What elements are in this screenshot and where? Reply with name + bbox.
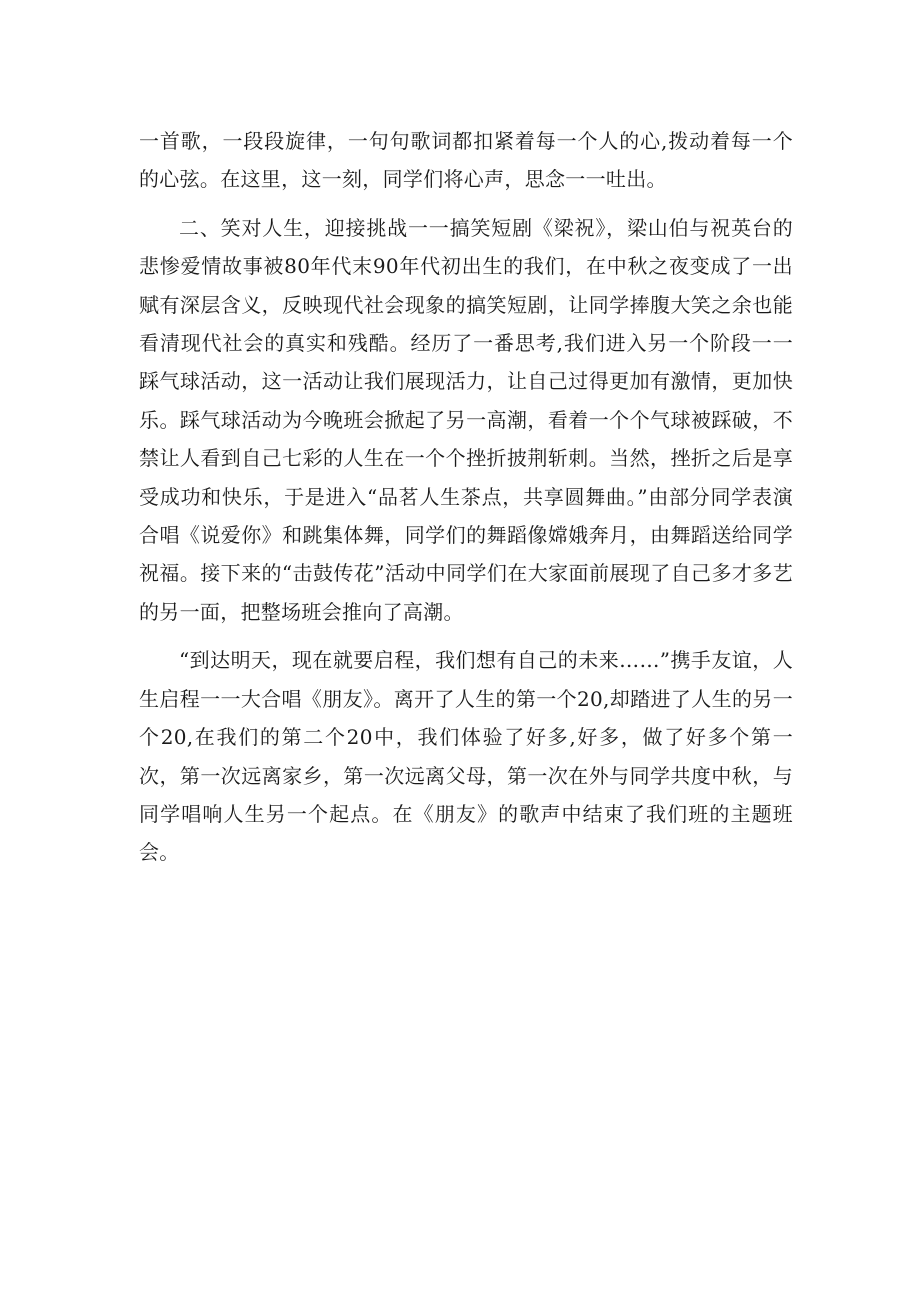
paragraph-section-two: 二、笑对人生，迎接挑战一一搞笑短剧《梁祝》，梁山伯与祝英台的悲惨爱情故事被80年代末90年代初出生的我们，在中秋之夜变成了一出赋有深层含义，反映现代社会现象的搞笑短剧，让同学捧腹大笑之余也能看清现代社会的真实和残酷。经历了一番思考,我们进入另一个阶段一一踩气球活动，这一活动让我们展现活力，让自己过得更加有激情，更加快乐。踩气球活动为今晚班会掀起了另一高潮，看着一个个气球被踩破，不禁让人看到自己七彩的人生在一个个挫折披荆斩刺。当然，挫折之后是享受成功和快乐，于是进入“品茗人生茶点，共享圆舞曲。”由部分同学表演合唱《说爱你》和跳集体舞，同学们的舞蹈像嫦娥奔月，由舞蹈送给同学祝福。接下来的“击鼓传花”活动中同学们在大家面前展现了自己多才多艺的另一面，把整场班会推向了高潮。 — [139, 215, 793, 624]
paragraph-intro-continuation: 一首歌，一段段旋律，一句句歌词都扣紧着每一个人的心,拨动着每一个的心弦。在这里，这一刻，同学们将心声，思念一一吐出。 — [139, 129, 793, 192]
document-body — [139, 122, 793, 872]
paragraph-closing: “到达明天，现在就要启程，我们想有自己的未来……”携手友谊，人生启程一一大合唱《朋友》。离开了人生的第一个20,却踏进了人生的另一个20,在我们的第二个20中，我们体验了好多,好多，做了好多个第一次，第一次远离家乡，第一次远离父母，第一次在外与同学共度中秋，与同学唱响人生另一个起点。在《朋友》的歌声中结束了我们班的主题班会。 — [139, 648, 793, 865]
